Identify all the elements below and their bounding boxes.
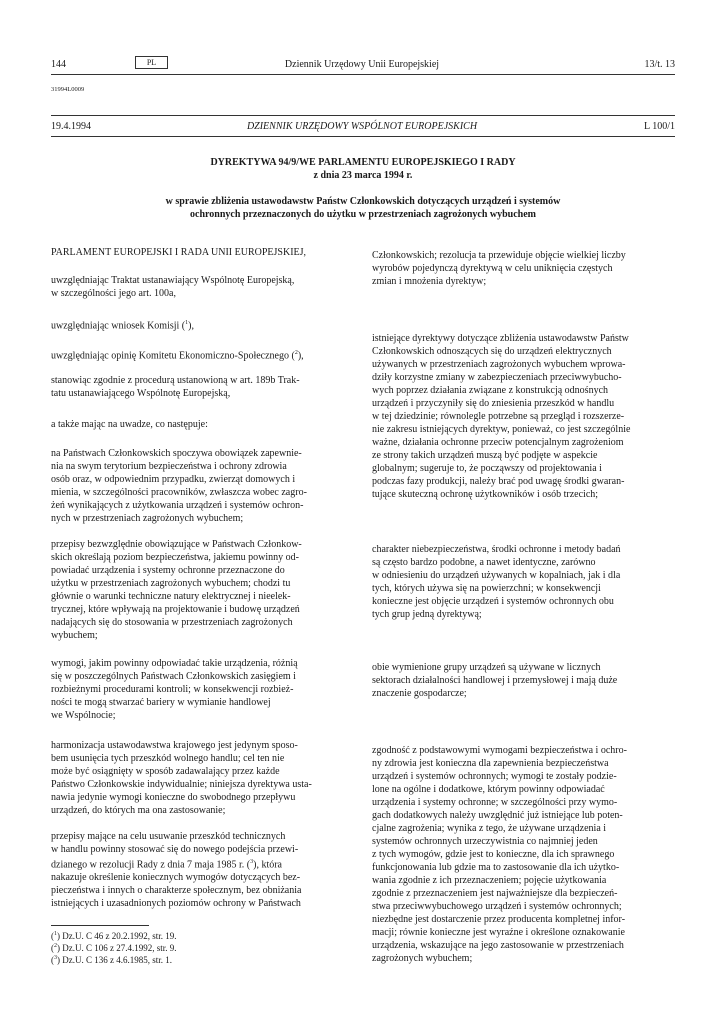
- text-line: w szczególności jego art. 100a,: [51, 288, 176, 299]
- text-line: w tej dziedzinie; równolegle potrzebne są przegląd i rozszerze-: [372, 411, 625, 422]
- text-line: ze strony takich urządzeń muszą być podjęte w aspekcie: [372, 450, 598, 461]
- text-line: urządzeń i przyczyniły się do zniesienia przeszkód w handlu: [372, 398, 615, 409]
- publication-date: 19.4.1994: [51, 121, 91, 132]
- text-line: używanych w przestrzeniach zagrożonych wybuchem wprowa-: [372, 359, 626, 370]
- text-line: żeń wynikających z użytkowania urządzeń i systemów ochron-: [51, 500, 304, 511]
- text-line: znaczenie gospodarcze;: [372, 688, 467, 699]
- text-line: tych grup jedną dyrektywą;: [372, 609, 482, 620]
- text-line: nakazuje określenie koniecznych wymogów dotyczących bez-: [51, 872, 301, 884]
- original-journal-ref: L 100/1: [643, 121, 675, 132]
- text-line: urządzenia i systemy ochronne; w szczególności przy wymo-: [372, 797, 618, 808]
- original-journal-title: DZIENNIK URZĘDOWY WSPÓLNOT EUROPEJSKICH: [246, 121, 478, 132]
- text-line: wyrobów pojedynczą dyrektywą w celu uniknięcia częstych: [372, 263, 613, 274]
- text-line: urządzenia, wskazujące na jego zastosowanie w przestrzeniach: [372, 940, 624, 951]
- recital-paragraph: [51, 538, 347, 642]
- text-fragment: uwzględniając wniosek Komisji (: [51, 320, 186, 332]
- footnote-mark: 2: [54, 943, 57, 949]
- text-line: stanowiąc zgodnie z procedurą ustanowioną w art. 189b Trak-: [51, 375, 300, 386]
- text-line: przepisy bezwzględnie obowiązujące w Państwach Członkow-: [51, 539, 302, 550]
- text-line: bem usunięcia tych przeszkód wolnego handlu; cel ten nie: [51, 753, 285, 764]
- volume-reference: 13/t. 13: [644, 59, 675, 70]
- text-line: obie wymienione grupy urządzeń są używane w licznych: [372, 662, 601, 673]
- text-line: w odniesieniu do urządzeń używanych w kopalniach, jak i dla: [372, 570, 621, 581]
- text-line: harmonizacja ustawodawstwa krajowego jest jedynym sposo-: [51, 740, 298, 751]
- text-line: nadających się do stosowania w przestrzeniach zagrożonych: [51, 617, 293, 628]
- text-line: podczas fazy produkcji, należy brać pod uwagę środki gwaran-: [372, 476, 625, 487]
- subject-line: ochronnych przeznaczonych do użytku w przestrzeniach zagrożonych wybuchem: [190, 209, 536, 220]
- text-fragment: ),: [297, 350, 304, 362]
- footnote-rule: [51, 925, 149, 926]
- recital-paragraph: [372, 744, 675, 965]
- subheader-rule-bottom: [51, 136, 675, 137]
- text-line: urządzeń i systemów ochronnych; wymogi te zostały podzie-: [372, 771, 617, 782]
- text-line: mienia, w szczególności pracowników, zwłaszcza wobec zagro-: [51, 487, 307, 498]
- text-line: niezbędne jest dostarczenie przez producenta kompletnej infor-: [372, 914, 626, 925]
- text-line: zmian i mnożenia dyrektyw;: [372, 276, 487, 287]
- text-line: głównie o warunki techniczne natury elektrycznej i nieelek-: [51, 591, 291, 602]
- text-line: funkcjonowania lub gdzie ma to zastosowanie dla ich użytko-: [372, 862, 620, 873]
- recital-treaty: [51, 274, 347, 300]
- subject-line: w sprawie zbliżenia ustawodawstw Państw Członkowskich dotyczących urządzeń i systemów: [165, 196, 561, 207]
- text-line: tych, których używa się na powierzchni; w konsekwencji: [372, 583, 601, 594]
- recital-procedure: [51, 374, 347, 400]
- text-line: z tych wymogów, gdzie jest to konieczne, dla ich sprawnego: [372, 849, 615, 860]
- text-line: cjalne zagrożenia; wynika z tego, że używane urządzenia i: [372, 823, 607, 834]
- text-line: nawia jedynie wymogi konieczne do swobodnego przepływu: [51, 792, 296, 803]
- text-line: może być osiągnięty w sposób zadawalający przez każde: [51, 766, 280, 777]
- text-line: Członkowskich odnoszących się do urządzeń elektrycznych: [372, 346, 612, 357]
- text-line: istniejących i uzasadnionych poziomów ochrony w Państwach: [51, 898, 301, 910]
- text-line: stwa przeciwwybuchowego urządzeń i systemów ochronnych;: [372, 901, 622, 912]
- document-subject: [51, 195, 675, 221]
- footnote-ref: 1: [185, 320, 189, 326]
- text-line: istniejące dyrektywy dotyczące zbliżenia ustawodawstw Państw: [372, 333, 629, 344]
- subheader-rule-top: [51, 115, 675, 116]
- footnote: ($^1$) Dz.U. C 46 z 20.2.1992, str. 19.: [51, 931, 177, 941]
- footnote-ref: 3: [250, 859, 254, 865]
- recital-paragraph: [51, 657, 347, 722]
- text-fragment: uwzględniając opinię Komitetu Ekonomiczno-Społecznego (: [51, 350, 295, 362]
- text-line: skich określają poziom bezpieczeństwa, jakiemu powinny od-: [51, 552, 299, 563]
- text-line: powiadać urządzenia i systemy ochronne przeznaczone do: [51, 565, 285, 576]
- text-line: macji; równie konieczne jest wyraźne i określone oznakowanie: [372, 927, 625, 938]
- text-line: pieczeństwa i innych o charakterze społecznym, bez obniżania: [51, 885, 302, 897]
- text-fragment: ), która: [253, 859, 282, 871]
- text-line: we Wspólnocie;: [51, 710, 116, 721]
- title-line: DYREKTYWA 94/9/WE PARLAMENTU EUROPEJSKIEGO I RADY: [210, 157, 516, 168]
- text-line: trycznej, które wpływają na projektowanie i budowę urządzeń: [51, 604, 300, 615]
- text-line: użytku w przestrzeniach zagrożonych wybuchem; chodzi tu: [51, 578, 291, 589]
- text-line: Państwo Członkowskie indywidualnie; niniejsza dyrektywa usta-: [51, 779, 312, 790]
- text-line: przepisy mające na celu usuwanie przeszkód technicznych: [51, 831, 286, 842]
- preamble-header: PARLAMENT EUROPEJSKI I RADA UNII EUROPEJSKIEJ,: [51, 247, 307, 258]
- text-line: wybuchem;: [51, 630, 98, 641]
- text-line: tujące skuteczną ochronę użytkowników i osób trzecich;: [372, 489, 599, 500]
- recital-committee: [51, 347, 347, 362]
- text-fragment: ),: [188, 320, 194, 332]
- text-line: uwzględniając Traktat ustanawiający Wspólnotę Europejską,: [51, 275, 295, 286]
- text-line: lone na ogólne i dodatkowe, którym powinny odpowiadać: [372, 784, 605, 795]
- text-line: konieczne jest objęcie urządzeń i systemów ochronnych obu: [372, 596, 614, 607]
- text-line: wymogi, jakim powinny odpowiadać takie urządzenia, różnią: [51, 658, 298, 669]
- text-line: zgodność z podstawowymi wymogami bezpieczeństwa i ochro-: [372, 745, 627, 756]
- title-date: z dnia 23 marca 1994 r.: [313, 170, 413, 181]
- text-line: Członkowskich; rezolucja ta przewiduje objęcie wielkiej liczby: [372, 250, 626, 261]
- text-line: się w poszczególnych Państwach Członkowskich zasięgiem i: [51, 671, 296, 682]
- document-title: [51, 156, 675, 182]
- text-line: nia na swym terytorium bezpieczeństwa i ochrony zdrowia: [51, 461, 287, 472]
- recital-whereas: a także mając na uwadze, co następuje:: [51, 419, 208, 430]
- text-line: tatu ustanawiającego Wspólnotę Europejską,: [51, 388, 231, 399]
- text-line: [51, 856, 347, 871]
- footnote-mark: 1: [54, 931, 57, 937]
- text-line: osób oraz, w odpowiednim przypadku, zwierząt domowych i: [51, 474, 296, 485]
- footnote-text: Dz.U. C 46 z 20.2.1992, str. 19.: [62, 931, 177, 941]
- text-line: nych w przestrzeniach zagrożonych wybuchem;: [51, 513, 244, 524]
- text-line: ny zdrowia jest konieczna dla zapewnienia bezpieczeństwa: [372, 758, 609, 769]
- text-line: nie zakresu istniejących dyrektyw, ponieważ, co jest szczególnie: [372, 424, 631, 435]
- text-line: sektorach działalności handlowej i przemysłowej i mają duże: [372, 675, 618, 686]
- text-line: systemów ochronnych urzeczywistnia co najmniej jeden: [372, 836, 598, 847]
- footnote: ($^3$) Dz.U. C 136 z 4.6.1985, str. 1.: [51, 955, 172, 965]
- footnote-text: Dz.U. C 136 z 4.6.1985, str. 1.: [62, 955, 172, 965]
- celex-number: 31994L0009: [51, 86, 85, 93]
- text-line: dziły korzystne zmiany w zabezpieczeniach przeciwwybucho-: [372, 372, 622, 383]
- text-line: są często bardzo podobne, a nawet identyczne, zarówno: [372, 557, 596, 568]
- recital-paragraph: [51, 739, 347, 817]
- text-line: gach dodatkowych należy uwzględnić już istniejące lub poten-: [372, 810, 623, 821]
- footnote-ref: 2: [294, 350, 298, 356]
- recital-paragraph: [51, 447, 347, 525]
- text-line: ważne, działania ochronne przeciw potencjalnym zagrożeniom: [372, 437, 624, 448]
- text-line: urządzeń, do których ma ona zastosowanie;: [51, 805, 226, 816]
- text-fragment: dzianego w rezolucji Rady z dnia 7 maja 1985 r. (: [51, 859, 251, 871]
- recital-paragraph: [372, 543, 675, 621]
- recital-paragraph: [372, 249, 675, 288]
- recital-commission: [51, 317, 347, 332]
- recital-paragraph: [372, 332, 675, 501]
- footnote-text: Dz.U. C 106 z 27.4.1992, str. 9.: [62, 943, 177, 953]
- text-line: zagrożonych wybuchem;: [372, 953, 473, 964]
- recital-paragraph: [372, 661, 675, 700]
- footnote-mark: 3: [54, 955, 57, 961]
- language-badge: PL: [135, 56, 168, 69]
- text-line: zgodnie z przeznaczeniem jest najważniejsze dla bezpieczeń-: [372, 888, 618, 899]
- page-number: 144: [51, 59, 66, 70]
- text-line: wania zgodnie z ich przeznaczeniem; pojęcie użytkowania: [372, 875, 607, 886]
- text-line: na Państwach Członkowskich spoczywa obowiązek zapewnie-: [51, 448, 302, 459]
- header-rule: [51, 74, 675, 75]
- text-line: rozbieżnymi procedurami kontroli; w konsekwencji rozbież-: [51, 684, 294, 695]
- text-line: w handlu powinny stosować się do nowego podejścia przewi-: [51, 844, 299, 855]
- text-line: charakter niebezpieczeństwa, środki ochronne i metody badań: [372, 544, 621, 555]
- footnote: ($^2$) Dz.U. C 106 z 27.4.1992, str. 9.: [51, 943, 177, 953]
- text-line: globalnym; sugeruje to, że począwszy od projektowania i: [372, 463, 602, 474]
- recital-paragraph: [51, 830, 347, 910]
- journal-title: Dziennik Urzędowy Unii Europejskiej: [284, 59, 440, 70]
- text-line: wych poprzez działania związane z konstrukcją odnośnych: [372, 385, 609, 396]
- text-line: ności te mogą stwarzać bariery w wymianie handlowej: [51, 697, 271, 708]
